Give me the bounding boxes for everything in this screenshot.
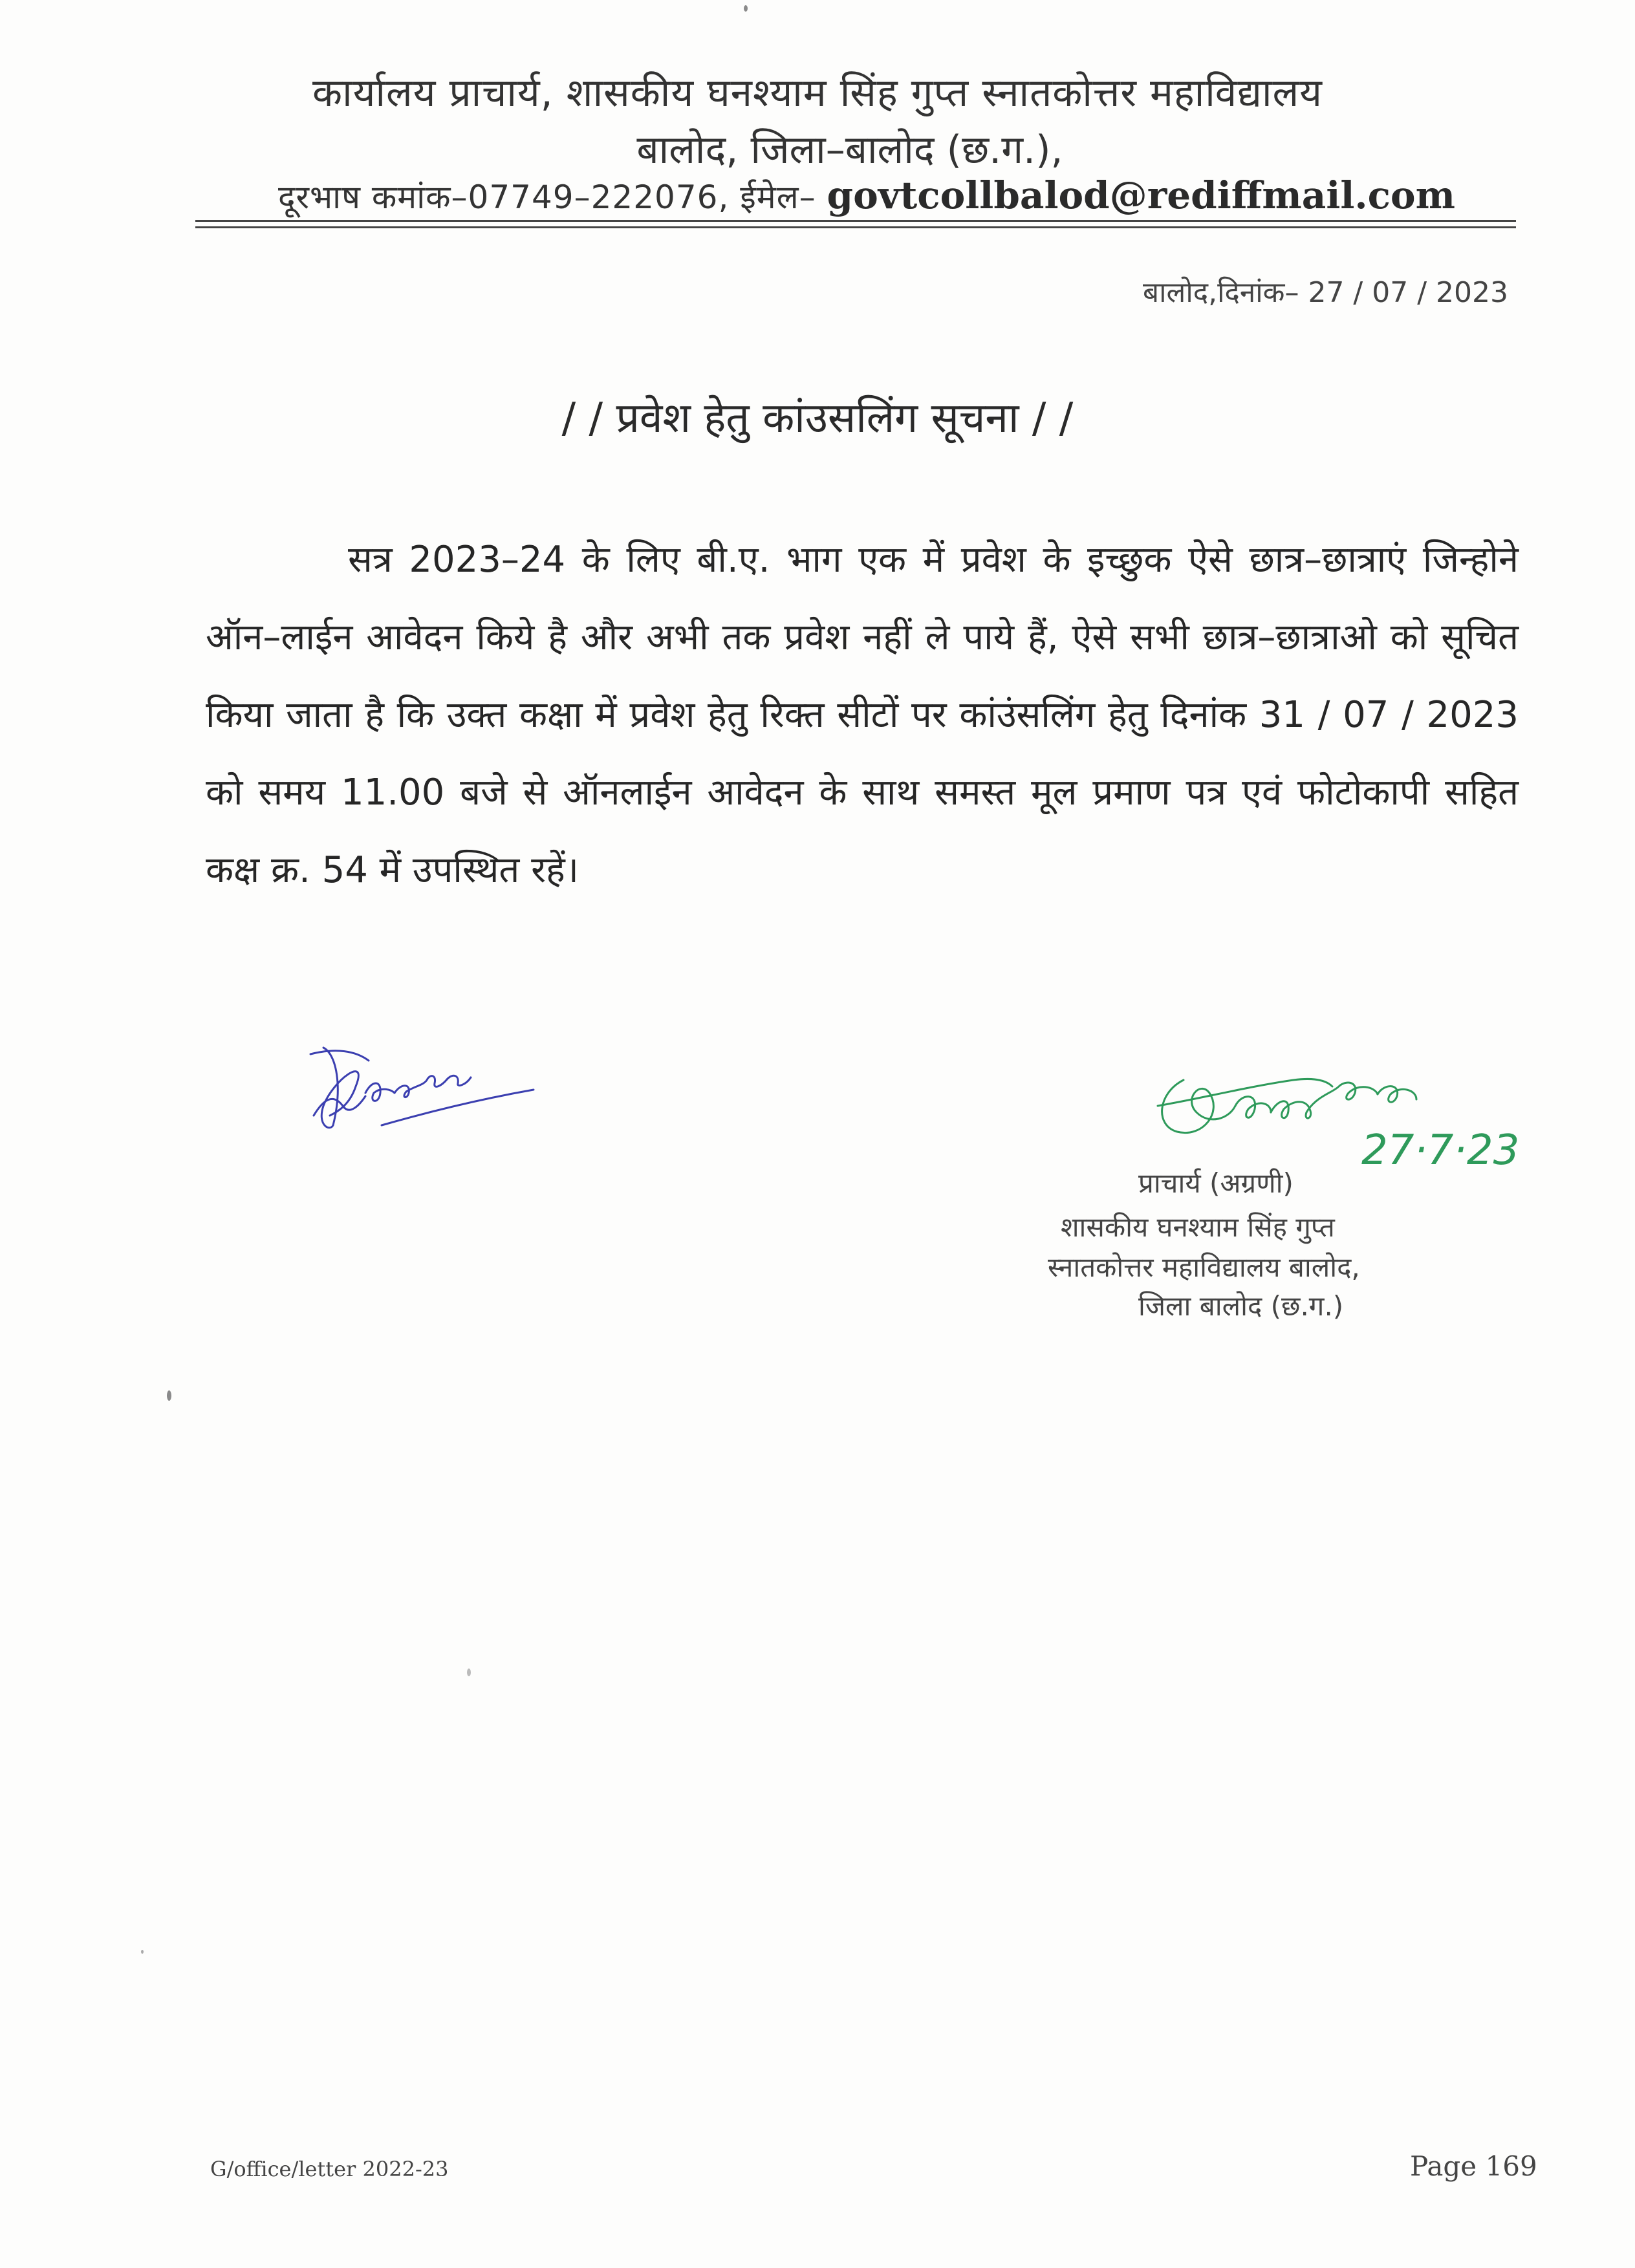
principal-college-line1: शासकीय घनश्याम सिंह गुप्त xyxy=(1061,1211,1335,1243)
signature-stroke xyxy=(1158,1079,1332,1106)
notice-body: सत्र 2023–24 के लिए बी.ए. भाग एक में प्रवेश के इच्छुक ऐसे छात्र–छात्राएं जिन्होने ऑन–लाईन आवेदन किये है और अभी तक प्रवेश नहीं ले पाये हैं, ऐसे सभी छात्र–छात्राओ को सूचित किया जाता है कि उक्त कक्षा में प्रवेश हेतु रिक्त सीटों पर कांउंसलिंग हेतु दिनांक 31 / 07 / 2023 को समय 11.00 बजे से ऑनलाईन आवेदन के साथ समस्त मूल प्रमाण पत्र एवं फोटोकापी सहित कक्ष क्र. 54 में उपस्थित रहें। xyxy=(206,539,1519,891)
letter-date: बालोद,दिनांक– 27 / 07 / 2023 xyxy=(1143,276,1508,309)
signature-stroke xyxy=(321,1048,358,1128)
office-header-line2: बालोद, जिला–बालोद (छ.ग.), xyxy=(636,127,1063,173)
principal-title: प्राचार्य (अग्रणी) xyxy=(1138,1167,1294,1199)
footer-reference: G/office/letter 2022-23 xyxy=(210,2157,449,2181)
scan-speck xyxy=(744,5,748,12)
phone-label: दूरभाष कमांक–07749–222076, ईमेल– xyxy=(278,178,816,216)
principal-college-line2: स्नातकोत्तर महाविद्यालय बालोद, xyxy=(1048,1251,1360,1283)
email-address: govtcollbalod@rediffmail.com xyxy=(827,173,1455,217)
signature-stroke xyxy=(395,1076,448,1097)
signature-stroke xyxy=(1271,1101,1311,1118)
header-divider-bottom xyxy=(195,226,1516,228)
left-signature xyxy=(298,1028,543,1145)
signature-stroke xyxy=(1378,1086,1416,1103)
office-header-contact xyxy=(278,173,1455,218)
page-number: Page 169 xyxy=(1410,2150,1537,2182)
signature-stroke xyxy=(365,1083,395,1101)
signature-stroke xyxy=(1162,1080,1235,1133)
signature-stroke xyxy=(448,1075,471,1085)
scan-speck xyxy=(141,1950,144,1954)
office-header-line1: कार्यालय प्राचार्य, शासकीय घनश्याम सिंह गुप्त स्नातकोत्तर महाविद्यालय xyxy=(312,70,1323,116)
header-divider-top xyxy=(195,220,1516,222)
signature-stroke xyxy=(1306,1083,1378,1112)
signature-date: 27·7·23 xyxy=(1361,1127,1520,1174)
signature-stroke xyxy=(1235,1097,1271,1118)
scan-speck xyxy=(467,1669,471,1676)
scan-speck xyxy=(167,1390,171,1401)
signature-stroke xyxy=(310,1051,369,1061)
principal-district: जिला बालोद (छ.ग.) xyxy=(1138,1290,1344,1322)
notice-title: / / प्रवेश हेतु कांउसलिंग सूचना / / xyxy=(561,394,1074,442)
